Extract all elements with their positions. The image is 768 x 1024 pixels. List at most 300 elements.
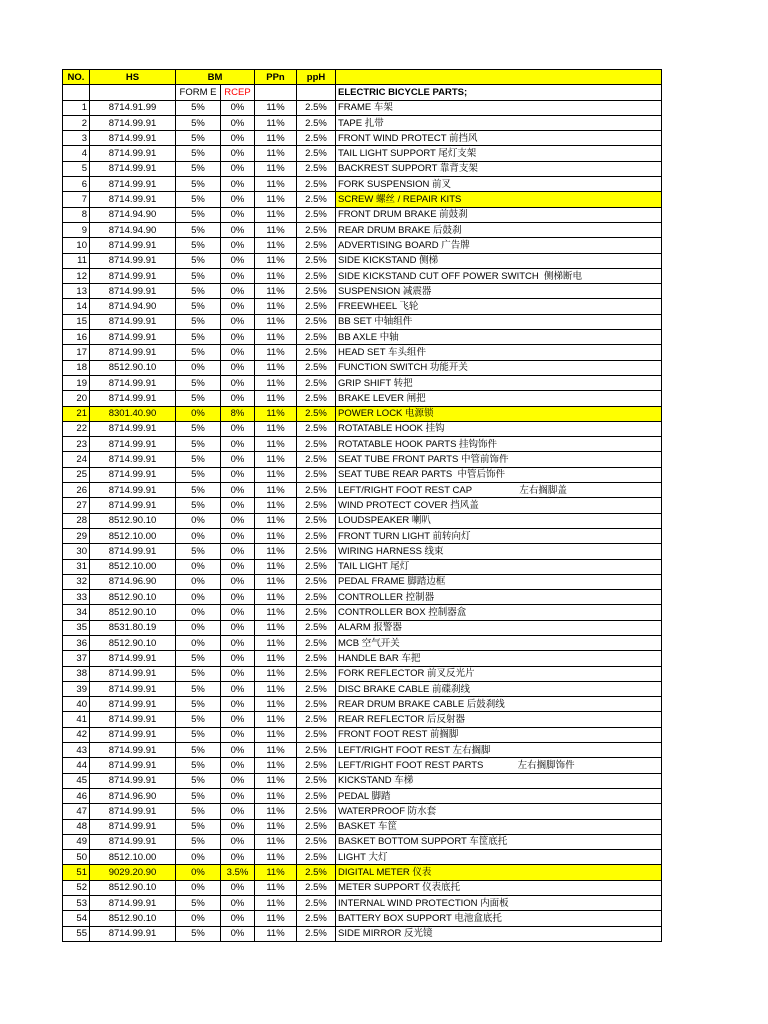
row-rcep: 0%: [221, 590, 255, 605]
row-rcep: 0%: [221, 131, 255, 146]
section-title: ELECTRIC BICYCLE PARTS;: [336, 85, 662, 100]
row-description: ROTATABLE HOOK 挂钩: [336, 421, 662, 436]
row-description: FRONT DRUM BRAKE 前鼓刹: [336, 207, 662, 222]
row-rcep: 0%: [221, 360, 255, 375]
row-hs: 8714.99.91: [90, 115, 176, 130]
table-row: [63, 635, 662, 650]
row-rcep: 0%: [221, 788, 255, 803]
table-row: [63, 314, 662, 329]
row-ppn: 11%: [255, 177, 297, 192]
row-ppn: 11%: [255, 406, 297, 421]
row-ppn: 11%: [255, 911, 297, 926]
row-no: 14: [63, 299, 90, 314]
row-pph: 2.5%: [297, 911, 336, 926]
row-form-e: 5%: [176, 391, 221, 406]
row-form-e: 5%: [176, 115, 221, 130]
row-pph: 2.5%: [297, 635, 336, 650]
row-description: INTERNAL WIND PROTECTION 内面板: [336, 896, 662, 911]
subheader-ppn-empty: [255, 85, 297, 100]
row-rcep: 0%: [221, 666, 255, 681]
row-no: 44: [63, 758, 90, 773]
table-row: [63, 651, 662, 666]
row-no: 12: [63, 268, 90, 283]
row-form-e: 5%: [176, 238, 221, 253]
row-pph: 2.5%: [297, 161, 336, 176]
row-no: 10: [63, 238, 90, 253]
row-pph: 2.5%: [297, 544, 336, 559]
row-rcep: 0%: [221, 483, 255, 498]
row-hs: 8714.99.91: [90, 238, 176, 253]
table-row: [63, 681, 662, 696]
row-no: 24: [63, 452, 90, 467]
row-pph: 2.5%: [297, 574, 336, 589]
row-description: PEDAL FRAME 脚踏边框: [336, 574, 662, 589]
row-hs: 8512.10.00: [90, 528, 176, 543]
row-ppn: 11%: [255, 268, 297, 283]
row-description: BATTERY BOX SUPPORT 电池盒底托: [336, 911, 662, 926]
row-form-e: 5%: [176, 437, 221, 452]
row-rcep: 0%: [221, 238, 255, 253]
row-hs: 8512.10.00: [90, 559, 176, 574]
table-row: [63, 100, 662, 115]
row-form-e: 5%: [176, 544, 221, 559]
row-description: LEFT/RIGHT FOOT REST PARTS 左右搁脚饰件: [336, 758, 662, 773]
row-rcep: 0%: [221, 896, 255, 911]
row-form-e: 5%: [176, 773, 221, 788]
row-description: BB SET 中轴组件: [336, 314, 662, 329]
row-form-e: 5%: [176, 207, 221, 222]
row-hs: 8714.99.91: [90, 498, 176, 513]
row-form-e: 5%: [176, 299, 221, 314]
row-description: DIGITAL METER 仪表: [336, 865, 662, 880]
row-ppn: 11%: [255, 896, 297, 911]
row-description: DISC BRAKE CABLE 前碟刹线: [336, 681, 662, 696]
row-pph: 2.5%: [297, 391, 336, 406]
table-row: [63, 115, 662, 130]
row-no: 41: [63, 712, 90, 727]
row-description: SIDE KICKSTAND CUT OFF POWER SWITCH 侧梯断电: [336, 268, 662, 283]
row-no: 40: [63, 697, 90, 712]
row-hs: 8512.90.10: [90, 513, 176, 528]
table-row: [63, 712, 662, 727]
row-no: 2: [63, 115, 90, 130]
row-pph: 2.5%: [297, 207, 336, 222]
row-description: SEAT TUBE REAR PARTS 中管后饰件: [336, 467, 662, 482]
row-ppn: 11%: [255, 360, 297, 375]
row-ppn: 11%: [255, 207, 297, 222]
table-row: [63, 467, 662, 482]
row-rcep: 0%: [221, 651, 255, 666]
row-pph: 2.5%: [297, 498, 336, 513]
row-description: METER SUPPORT 仪表底托: [336, 880, 662, 895]
row-no: 45: [63, 773, 90, 788]
row-description: ADVERTISING BOARD 广告牌: [336, 238, 662, 253]
row-no: 17: [63, 345, 90, 360]
row-description: FORK SUSPENSION 前叉: [336, 177, 662, 192]
table-row: [63, 330, 662, 345]
row-form-e: 0%: [176, 559, 221, 574]
row-no: 55: [63, 926, 90, 941]
row-hs: 8714.99.91: [90, 146, 176, 161]
tariff-table: [62, 69, 662, 942]
row-hs: 8714.99.91: [90, 743, 176, 758]
row-form-e: 5%: [176, 161, 221, 176]
row-pph: 2.5%: [297, 926, 336, 941]
row-rcep: 3.5%: [221, 865, 255, 880]
row-ppn: 11%: [255, 620, 297, 635]
row-ppn: 11%: [255, 605, 297, 620]
row-hs: 8714.99.91: [90, 253, 176, 268]
row-rcep: 0%: [221, 375, 255, 390]
row-pph: 2.5%: [297, 268, 336, 283]
row-description: TAIL LIGHT SUPPORT 尾灯支架: [336, 146, 662, 161]
row-ppn: 11%: [255, 635, 297, 650]
table-row: [63, 880, 662, 895]
row-ppn: 11%: [255, 590, 297, 605]
row-description: FRAME 车架: [336, 100, 662, 115]
row-ppn: 11%: [255, 513, 297, 528]
row-hs: 8512.90.10: [90, 635, 176, 650]
row-pph: 2.5%: [297, 222, 336, 237]
row-rcep: 8%: [221, 406, 255, 421]
row-rcep: 0%: [221, 100, 255, 115]
row-form-e: 5%: [176, 896, 221, 911]
row-hs: 8714.99.91: [90, 330, 176, 345]
row-rcep: 0%: [221, 926, 255, 941]
row-hs: 8512.10.00: [90, 850, 176, 865]
row-pph: 2.5%: [297, 773, 336, 788]
row-ppn: 11%: [255, 146, 297, 161]
row-no: 52: [63, 880, 90, 895]
row-pph: 2.5%: [297, 651, 336, 666]
row-form-e: 5%: [176, 697, 221, 712]
row-rcep: 0%: [221, 681, 255, 696]
table-row: [63, 896, 662, 911]
table-row: [63, 161, 662, 176]
row-form-e: 0%: [176, 865, 221, 880]
table-row: [63, 391, 662, 406]
row-hs: 8714.99.91: [90, 819, 176, 834]
row-description: ALARM 报警器: [336, 620, 662, 635]
row-no: 15: [63, 314, 90, 329]
row-ppn: 11%: [255, 788, 297, 803]
table-row: [63, 437, 662, 452]
subheader-pph-empty: [297, 85, 336, 100]
row-hs: 8714.99.91: [90, 727, 176, 742]
subheader-rcep: RCEP: [221, 85, 255, 100]
table-row: [63, 605, 662, 620]
row-ppn: 11%: [255, 391, 297, 406]
row-ppn: 11%: [255, 498, 297, 513]
row-hs: 8531.80.19: [90, 620, 176, 635]
row-rcep: 0%: [221, 207, 255, 222]
row-description: TAIL LIGHT 尾灯: [336, 559, 662, 574]
table-row: [63, 544, 662, 559]
row-hs: 8714.99.91: [90, 926, 176, 941]
row-pph: 2.5%: [297, 406, 336, 421]
row-ppn: 11%: [255, 819, 297, 834]
row-form-e: 5%: [176, 467, 221, 482]
row-no: 48: [63, 819, 90, 834]
row-no: 39: [63, 681, 90, 696]
row-ppn: 11%: [255, 375, 297, 390]
header-bm: BM: [176, 70, 255, 85]
table-row: [63, 177, 662, 192]
table-row: [63, 192, 662, 207]
row-form-e: 5%: [176, 330, 221, 345]
row-no: 47: [63, 804, 90, 819]
table-row: [63, 590, 662, 605]
row-no: 36: [63, 635, 90, 650]
row-pph: 2.5%: [297, 727, 336, 742]
row-pph: 2.5%: [297, 605, 336, 620]
row-form-e: 5%: [176, 819, 221, 834]
row-rcep: 0%: [221, 911, 255, 926]
table-row: [63, 773, 662, 788]
row-ppn: 11%: [255, 161, 297, 176]
row-rcep: 0%: [221, 498, 255, 513]
row-ppn: 11%: [255, 284, 297, 299]
row-pph: 2.5%: [297, 712, 336, 727]
row-pph: 2.5%: [297, 559, 336, 574]
row-pph: 2.5%: [297, 452, 336, 467]
row-pph: 2.5%: [297, 284, 336, 299]
row-rcep: 0%: [221, 437, 255, 452]
row-no: 21: [63, 406, 90, 421]
row-rcep: 0%: [221, 758, 255, 773]
table-row: [63, 360, 662, 375]
row-form-e: 5%: [176, 727, 221, 742]
row-no: 9: [63, 222, 90, 237]
row-hs: 8714.99.91: [90, 192, 176, 207]
row-description: KICKSTAND 车梯: [336, 773, 662, 788]
row-pph: 2.5%: [297, 345, 336, 360]
row-pph: 2.5%: [297, 437, 336, 452]
row-pph: 2.5%: [297, 131, 336, 146]
table-row: [63, 406, 662, 421]
row-hs: 8714.99.91: [90, 375, 176, 390]
row-ppn: 11%: [255, 834, 297, 849]
row-form-e: 5%: [176, 421, 221, 436]
row-no: 6: [63, 177, 90, 192]
row-description: SEAT TUBE FRONT PARTS 中管前饰件: [336, 452, 662, 467]
row-ppn: 11%: [255, 574, 297, 589]
table-row: [63, 911, 662, 926]
row-form-e: 0%: [176, 911, 221, 926]
row-ppn: 11%: [255, 528, 297, 543]
row-rcep: 0%: [221, 834, 255, 849]
row-ppn: 11%: [255, 743, 297, 758]
row-pph: 2.5%: [297, 697, 336, 712]
row-no: 28: [63, 513, 90, 528]
row-form-e: 5%: [176, 681, 221, 696]
row-description: REAR REFLECTOR 后反射器: [336, 712, 662, 727]
row-pph: 2.5%: [297, 819, 336, 834]
row-ppn: 11%: [255, 115, 297, 130]
row-hs: 8714.96.90: [90, 574, 176, 589]
row-rcep: 0%: [221, 773, 255, 788]
row-description: LOUDSPEAKER 喇叭: [336, 513, 662, 528]
row-pph: 2.5%: [297, 177, 336, 192]
row-description: BASKET 车筐: [336, 819, 662, 834]
row-form-e: 0%: [176, 528, 221, 543]
row-hs: 8714.99.91: [90, 758, 176, 773]
row-description: SCREW 螺丝 / REPAIR KITS: [336, 192, 662, 207]
row-no: 35: [63, 620, 90, 635]
row-pph: 2.5%: [297, 253, 336, 268]
row-description: BASKET BOTTOM SUPPORT 车筐底托: [336, 834, 662, 849]
row-form-e: 0%: [176, 360, 221, 375]
row-hs: 8512.90.10: [90, 880, 176, 895]
row-form-e: 0%: [176, 635, 221, 650]
row-hs: 8714.99.91: [90, 314, 176, 329]
row-description: GRIP SHIFT 转把: [336, 375, 662, 390]
table-row: [63, 865, 662, 880]
row-rcep: 0%: [221, 192, 255, 207]
row-hs: 8714.99.91: [90, 268, 176, 283]
row-hs: 8714.99.91: [90, 284, 176, 299]
row-form-e: 5%: [176, 926, 221, 941]
table-row: [63, 666, 662, 681]
header-pph: ppH: [297, 70, 336, 85]
row-hs: 8714.99.91: [90, 651, 176, 666]
row-no: 16: [63, 330, 90, 345]
subheader-hs-empty: [90, 85, 176, 100]
row-hs: 8714.99.91: [90, 834, 176, 849]
row-hs: 8301.40.90: [90, 406, 176, 421]
row-no: 7: [63, 192, 90, 207]
header-no: NO.: [63, 70, 90, 85]
row-form-e: 5%: [176, 146, 221, 161]
table-row: [63, 268, 662, 283]
row-no: 5: [63, 161, 90, 176]
header-row: [63, 70, 662, 85]
row-no: 46: [63, 788, 90, 803]
row-no: 4: [63, 146, 90, 161]
row-no: 50: [63, 850, 90, 865]
row-rcep: 0%: [221, 635, 255, 650]
row-pph: 2.5%: [297, 865, 336, 880]
table-row: [63, 131, 662, 146]
row-rcep: 0%: [221, 559, 255, 574]
row-form-e: 5%: [176, 192, 221, 207]
row-rcep: 0%: [221, 222, 255, 237]
row-description: CONTROLLER BOX 控制器盒: [336, 605, 662, 620]
row-description: POWER LOCK 电源锁: [336, 406, 662, 421]
header-hs: HS: [90, 70, 176, 85]
row-pph: 2.5%: [297, 620, 336, 635]
row-no: 53: [63, 896, 90, 911]
row-pph: 2.5%: [297, 788, 336, 803]
row-hs: 8714.99.91: [90, 345, 176, 360]
row-no: 27: [63, 498, 90, 513]
row-ppn: 11%: [255, 712, 297, 727]
row-ppn: 11%: [255, 880, 297, 895]
row-ppn: 11%: [255, 437, 297, 452]
row-rcep: 0%: [221, 115, 255, 130]
subheader-row: [63, 85, 662, 100]
row-form-e: 5%: [176, 345, 221, 360]
row-description: BACKREST SUPPORT 靠背支架: [336, 161, 662, 176]
row-description: LIGHT 大灯: [336, 850, 662, 865]
table-row: [63, 528, 662, 543]
row-form-e: 5%: [176, 788, 221, 803]
row-rcep: 0%: [221, 804, 255, 819]
row-form-e: 5%: [176, 743, 221, 758]
row-hs: 9029.20.90: [90, 865, 176, 880]
row-hs: 8714.99.91: [90, 544, 176, 559]
row-hs: 8714.99.91: [90, 896, 176, 911]
row-rcep: 0%: [221, 513, 255, 528]
table-row: [63, 421, 662, 436]
row-description: FUNCTION SWITCH 功能开关: [336, 360, 662, 375]
table-row: [63, 345, 662, 360]
row-hs: 8714.99.91: [90, 681, 176, 696]
table-row: [63, 697, 662, 712]
row-rcep: 0%: [221, 314, 255, 329]
row-pph: 2.5%: [297, 758, 336, 773]
row-description: BB AXLE 中轴: [336, 330, 662, 345]
table-row: [63, 559, 662, 574]
row-hs: 8714.99.91: [90, 177, 176, 192]
table-row: [63, 498, 662, 513]
row-form-e: 5%: [176, 131, 221, 146]
row-no: 33: [63, 590, 90, 605]
row-ppn: 11%: [255, 345, 297, 360]
row-no: 42: [63, 727, 90, 742]
row-description: FRONT WIND PROTECT 前挡风: [336, 131, 662, 146]
row-no: 38: [63, 666, 90, 681]
row-ppn: 11%: [255, 804, 297, 819]
row-no: 43: [63, 743, 90, 758]
table-row: [63, 253, 662, 268]
row-form-e: 0%: [176, 513, 221, 528]
row-hs: 8512.90.10: [90, 605, 176, 620]
row-form-e: 5%: [176, 314, 221, 329]
table-row: [63, 926, 662, 941]
row-pph: 2.5%: [297, 467, 336, 482]
row-form-e: 5%: [176, 498, 221, 513]
row-rcep: 0%: [221, 850, 255, 865]
row-pph: 2.5%: [297, 743, 336, 758]
row-no: 49: [63, 834, 90, 849]
row-form-e: 5%: [176, 651, 221, 666]
row-pph: 2.5%: [297, 513, 336, 528]
row-description: FRONT TURN LIGHT 前转向灯: [336, 528, 662, 543]
row-form-e: 5%: [176, 375, 221, 390]
row-pph: 2.5%: [297, 100, 336, 115]
row-hs: 8714.99.91: [90, 483, 176, 498]
row-no: 25: [63, 467, 90, 482]
row-no: 37: [63, 651, 90, 666]
row-pph: 2.5%: [297, 146, 336, 161]
row-description: TAPE 扎带: [336, 115, 662, 130]
row-description: SIDE KICKSTAND 侧梯: [336, 253, 662, 268]
row-rcep: 0%: [221, 528, 255, 543]
row-pph: 2.5%: [297, 666, 336, 681]
table-row: [63, 452, 662, 467]
row-form-e: 0%: [176, 605, 221, 620]
table-row: [63, 819, 662, 834]
row-form-e: 5%: [176, 834, 221, 849]
table-row: [63, 727, 662, 742]
row-rcep: 0%: [221, 146, 255, 161]
row-hs: 8714.94.90: [90, 222, 176, 237]
row-no: 23: [63, 437, 90, 452]
row-hs: 8714.99.91: [90, 437, 176, 452]
row-hs: 8512.90.10: [90, 360, 176, 375]
row-rcep: 0%: [221, 253, 255, 268]
